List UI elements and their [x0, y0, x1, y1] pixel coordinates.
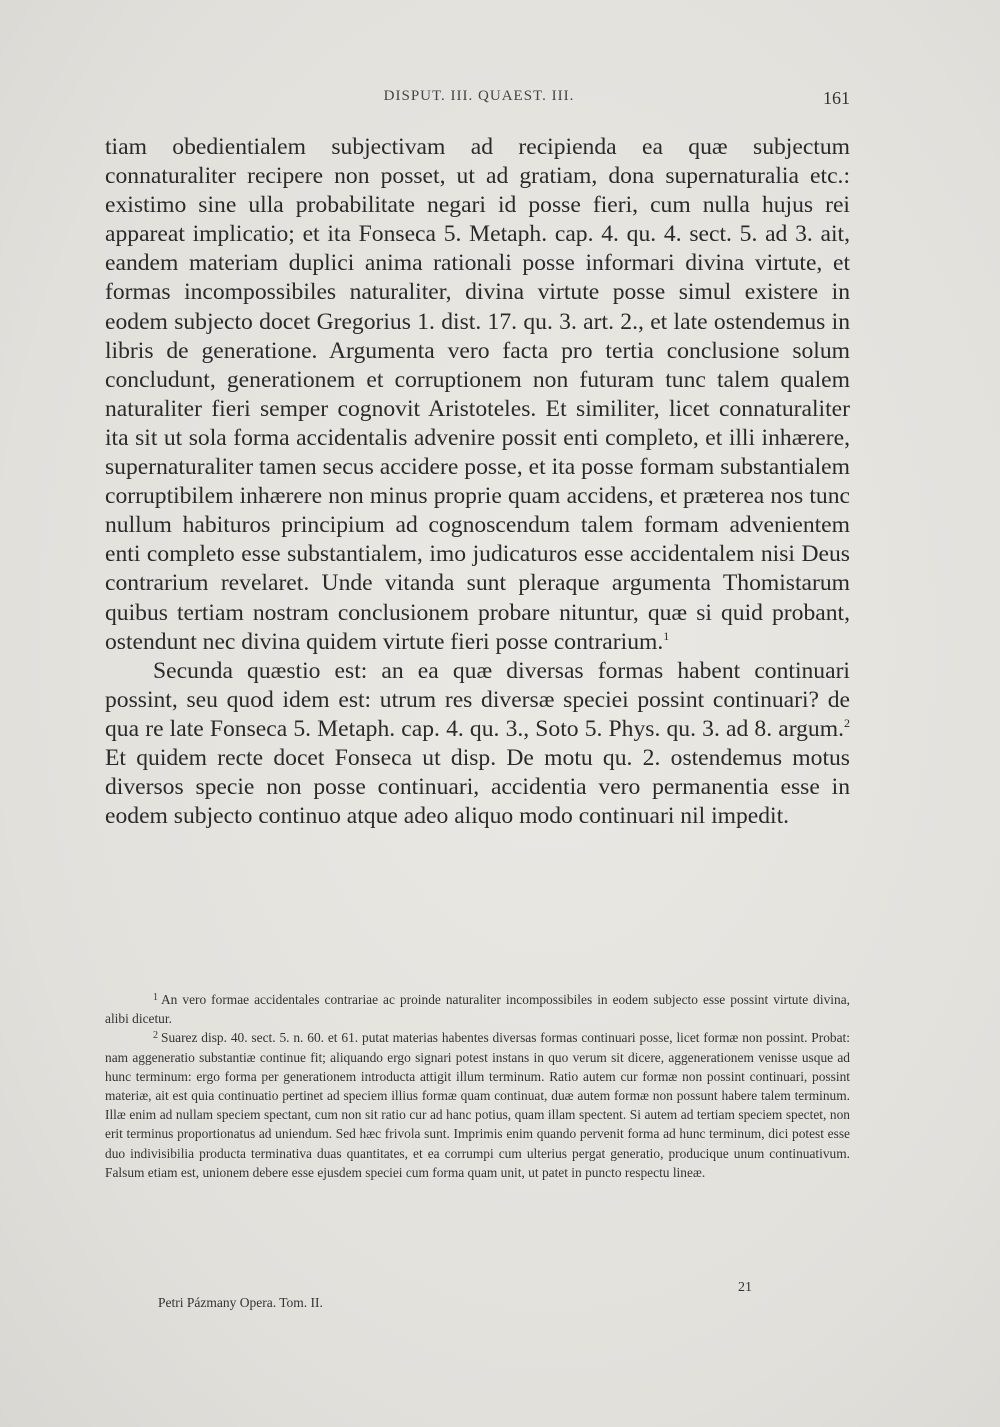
running-head	[108, 88, 850, 114]
footnote-text: Suarez disp. 40. sect. 5. n. 60. et 61. putat materias habentes diversas formas continuari posse, licet formæ non possint. Probat: nam aggeneratio substantiæ continue fit; aliquando ergo signari potest instans in quo verum sit dicere, aggenerationem venisse usque ad hunc terminum: ergo forma per generationem introducta attigit illum terminum. Ratio autem cur formæ non possint continuari, possint materiæ, ait est quia continuatio pertinet ad speciem illius formæ quam continuat, duæ autem formæ non possunt habere talem terminum. Illæ enim ad nullam speciem spectant, cum non sit ratio cur ad hanc potius, quam illam spectent. Si autem ad tertiam speciem spectet, non erit terminus proportionatus ad uniendum. Sed hæc frivola sunt. Imprimis enim quando pervenit forma ad hunc terminum, dici potest esse duo indivisibilia producta terminativa duas quantitates, et ea corrumpi cum ulterius pergat generatio, producique unum continuativum. Falsum etiam est, unionem debere esse ejusdem speciei cum forma quam unit, ut patet in puncto respectu lineæ.	[105, 1030, 850, 1180]
running-title: DISPUT. III. QUAEST. III.	[383, 88, 575, 104]
paragraph	[105, 657, 850, 832]
footnote-text: An vero formae accidentales contrariae ac proinde naturaliter incompossibiles in eodem subjecto esse possint virtute divina, alibi dicetur.	[105, 992, 850, 1027]
footnote-ref: 2	[844, 715, 850, 730]
paragraph-text: tiam obedientialem subjectivam ad recipienda ea quæ subjectum connaturaliter recipere non posset, ut ad gratiam, dona supernaturalia etc.: existimo sine ulla probabilitate negari id posse fieri, cum nulla hujus rei appareat implicatio; et ita Fonseca 5. Metaph. cap. 4. qu. 4. sect. 5. ad 3. ait, eandem materiam duplici anima rationali posse informari divina virtute, et formas incompossibiles naturaliter, divina virtute posse simul existere in eodem subjecto docet Gregorius 1. dist. 17. qu. 3. art. 2., et late ostendemus in libris de generatione. Argumenta vero facta pro tertia conclusione solum concludunt, generationem et corruptionem non futuram tunc talem qualem naturaliter fieri semper cognovit Aristoteles. Et similiter, licet connaturaliter ita sit ut sola forma accidentalis advenire possit enti completo, et illi inhærere, supernaturaliter tamen secus accidere posse, et ita posse formam substantialem corruptibilem inhærere non minus proprie quam accidens, et præterea nos tunc nullum habituros principium ad cognoscendum talem formam advenientem enti completo esse substantialem, imo judicaturos esse accidentalem nisi Deus contrarium revelaret. Unde vitanda sunt pleraque argumenta Thomistarum quibus tertiam nostram conclusionem probare nituntur, quæ si quid probant, ostendunt nec divina quidem virtute fieri posse contrarium.	[105, 134, 850, 655]
paragraph-text: Secunda quæstio est: an ea quæ diversas formas habent continuari possint, seu quod idem est: utrum res diversæ speciei possint continuari? de qua re late Fonseca 5. Metaph. cap. 4. qu. 3., Soto 5. Phys. qu. 3. ad 8. argum.	[105, 657, 850, 742]
footnotes	[105, 990, 850, 1182]
signature-text: Petri Pázmany Opera. Tom. II.	[158, 1295, 323, 1310]
footnote	[105, 990, 850, 1028]
page-number: 161	[823, 88, 850, 108]
footnote-ref: 1	[663, 628, 670, 643]
main-text	[105, 133, 850, 831]
footnote-mark: 2	[153, 1030, 158, 1042]
paragraph	[105, 133, 850, 657]
paragraph-text: Et quidem recte docet Fonseca ut disp. De motu qu. 2. ostendemus motus diversos specie non posse continuari, accidentia vero permanentia esse in eodem subjecto continuo atque adeo aliquo modo continuari nil impedit.	[105, 744, 850, 830]
signature-number: 21	[738, 1280, 752, 1295]
footnote-mark: 1	[153, 992, 158, 1003]
footnote	[105, 1028, 850, 1182]
